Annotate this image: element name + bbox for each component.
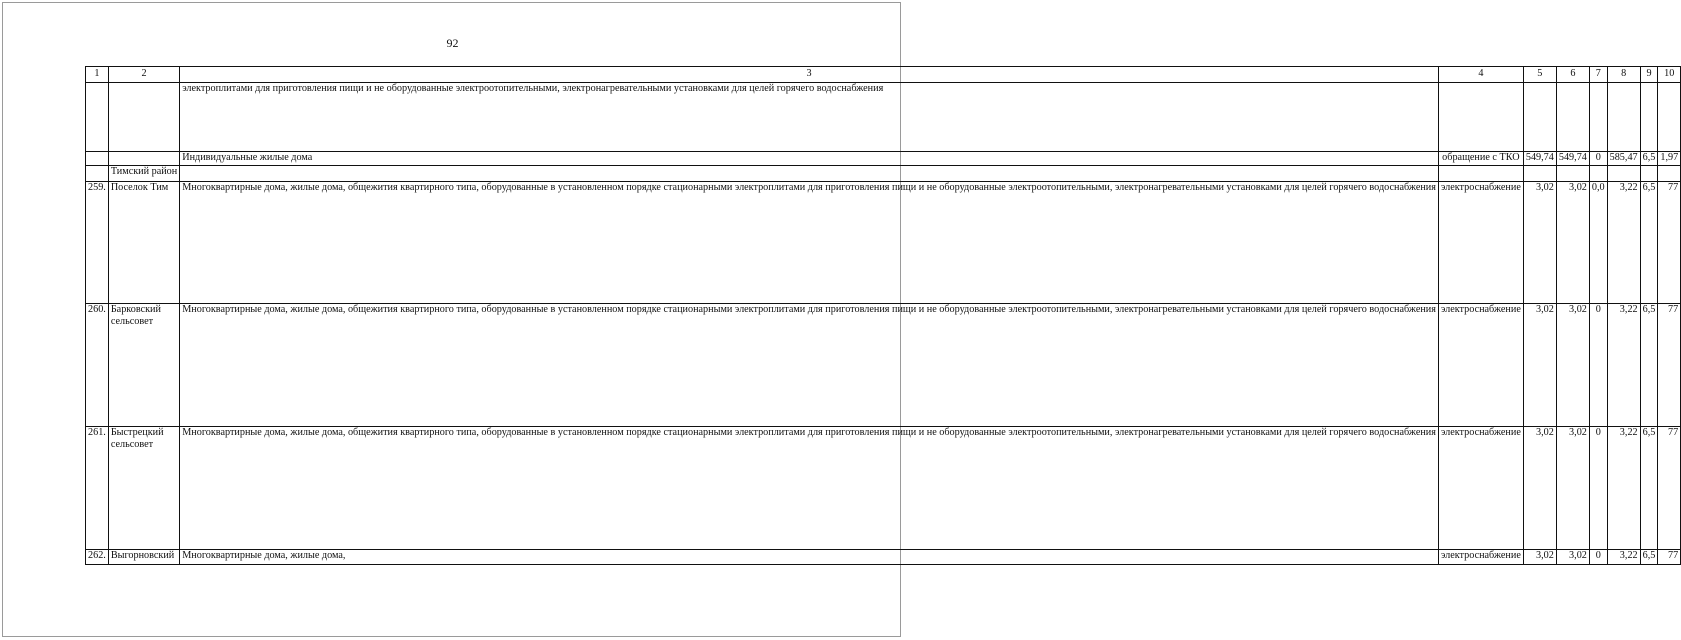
housing-description: Многоквартирные дома, жилые дома, общежития квартирного типа, оборудованные в установленном порядке стационарными электроплитами для приготовления пищи и не оборудованные электроотопительными, электронагревательными установками для целей горячего водоснабжения [180,182,1439,304]
column-header: 4 [1438,67,1523,83]
header-row [86,67,1681,83]
value-cell: 3,02 [1556,182,1589,304]
cell [1640,166,1658,182]
table-row [86,182,1681,304]
service-type: обращение с ТКО [1438,152,1523,166]
cell [108,83,179,152]
value-cell: 3,02 [1556,427,1589,550]
locality-name: Быстрецкий сельсовет [108,427,179,550]
table-row [86,304,1681,427]
cell [1658,166,1681,182]
housing-description: Индивидуальные жилые дома [180,152,1439,166]
row-number: 261. [86,427,109,550]
value-cell: 0 [1589,427,1607,550]
value-cell: 3,22 [1607,550,1640,565]
page-number: 92 [446,36,459,50]
value-cell: 3,02 [1523,427,1556,550]
cell [1589,83,1607,152]
value-cell: 549,74 [1523,152,1556,166]
column-header: 3 [180,67,1439,83]
table-row [86,83,1681,152]
value-cell: 1,97 [1658,152,1681,166]
service-type: электроснабжение [1438,427,1523,550]
cell [1556,166,1589,182]
value-cell: 3,02 [1556,304,1589,427]
service-type: электроснабжение [1438,550,1523,565]
locality-name: Барковский сельсовет [108,304,179,427]
column-header: 5 [1523,67,1556,83]
value-cell: 6,5 [1640,427,1658,550]
column-header: 7 [1589,67,1607,83]
cell [1438,166,1523,182]
row-number: 262. [86,550,109,565]
value-cell: 3,02 [1523,304,1556,427]
value-cell: 0 [1589,152,1607,166]
housing-description: Многоквартирные дома, жилые дома, общежития квартирного типа, оборудованные в установленном порядке стационарными электроплитами для приготовления пищи и не оборудованные электроотопительными, электронагревательными установками для целей горячего водоснабжения [180,304,1439,427]
cell [1523,166,1556,182]
value-cell: 6,5 [1640,550,1658,565]
tariff-table [85,66,1681,565]
cell [1640,83,1658,152]
value-cell: 77 [1658,304,1681,427]
locality-name: Поселок Тим [108,182,179,304]
value-cell: 77 [1658,182,1681,304]
cell [1607,83,1640,152]
cell [1607,166,1640,182]
district-row [86,166,1681,182]
value-cell: 3,22 [1607,182,1640,304]
row-number: 259. [86,182,109,304]
column-header: 9 [1640,67,1658,83]
value-cell: 3,02 [1523,550,1556,565]
value-cell: 3,22 [1607,304,1640,427]
value-cell: 6,5 [1640,152,1658,166]
value-cell: 0,0 [1589,182,1607,304]
column-header: 2 [108,67,179,83]
column-header: 8 [1607,67,1640,83]
table-row [86,152,1681,166]
table-row [86,550,1681,565]
row-number: 260. [86,304,109,427]
cell [1438,83,1523,152]
value-cell: 6,5 [1640,304,1658,427]
value-cell: 6,5 [1640,182,1658,304]
column-header: 6 [1556,67,1589,83]
cell [1658,83,1681,152]
cell [1589,166,1607,182]
value-cell: 3,22 [1607,427,1640,550]
value-cell: 0 [1589,550,1607,565]
value-cell: 3,02 [1523,182,1556,304]
cell [86,83,109,152]
value-cell: 585,47 [1607,152,1640,166]
cell [108,152,179,166]
housing-description: электроплитами для приготовления пищи и не оборудованные электроотопительными, электронагревательными установками для целей горячего водоснабжения [180,83,1439,152]
cell [1523,83,1556,152]
value-cell: 77 [1658,550,1681,565]
cell [180,166,1439,182]
service-type: электроснабжение [1438,304,1523,427]
housing-description: Многоквартирные дома, жилые дома, [180,550,1439,565]
service-type: электроснабжение [1438,182,1523,304]
value-cell: 3,02 [1556,550,1589,565]
cell [86,152,109,166]
cell [86,166,109,182]
column-header: 10 [1658,67,1681,83]
district-name: Тимский район [108,166,179,182]
value-cell: 0 [1589,304,1607,427]
value-cell: 549,74 [1556,152,1589,166]
table-row [86,427,1681,550]
value-cell: 77 [1658,427,1681,550]
cell [1556,83,1589,152]
column-header: 1 [86,67,109,83]
housing-description: Многоквартирные дома, жилые дома, общежития квартирного типа, оборудованные в установленном порядке стационарными электроплитами для приготовления пищи и не оборудованные электроотопительными, электронагревательными установками для целей горячего водоснабжения [180,427,1439,550]
locality-name: Выгорновский [108,550,179,565]
